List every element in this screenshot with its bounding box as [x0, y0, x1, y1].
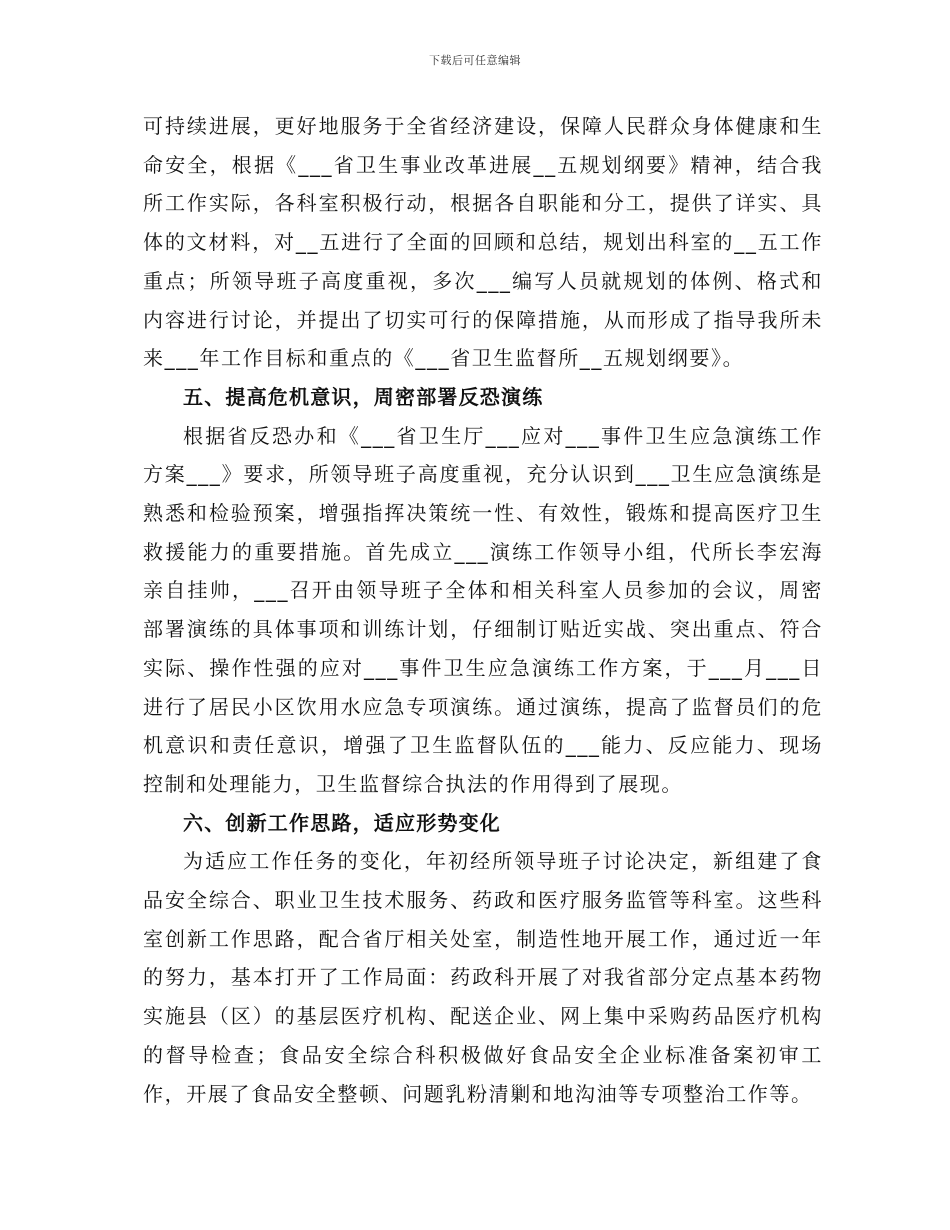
document-body — [143, 107, 823, 1113]
section-five-paragraph: 根据省反恐办和《___省卫生厅___应对___事件卫生应急演练工作方案___》要求，所领导班子高度重视，充分认识到___卫生应急演练是熟悉和检验预案，增强指挥决策统一性、有效性，锻炼和提高医疗卫生救援能力的重要措施。首先成立___演练工作领导小组，代所长李宏海亲自挂帅，___召开由领导班子全体和相关科室人员参加的会议，周密部署演练的具体事项和训练计划，仔细制订贴近实战、突出重点、符合实际、操作性强的应对___事件卫生应急演练工作方案，于___月___日进行了居民小区饮用水应急专项演练。通过演练，提高了监督员们的危机意识和责任意识，增强了卫生监督队伍的___能力、反应能力、现场控制和处理能力，卫生监督综合执法的作用得到了展现。 — [143, 423, 823, 796]
section-six-heading: 六、创新工作思路，适应形势变化 — [183, 810, 501, 835]
section-six-paragraph: 为适应工作任务的变化，年初经所领导班子讨论决定，新组建了食品安全综合、职业卫生技术服务、药政和医疗服务监管等科室。这些科室创新工作思路，配合省厅相关处室，制造性地开展工作，通过近一年的努力，基本打开了工作局面：药政科开展了对我省部分定点基本药物实施县（区）的基层医疗机构、配送企业、网上集中采购药品医疗机构的督导检查；食品安全综合科积极做好食品安全企业标准备案初审工作，开展了食品安全整顿、问题乳粉清剿和地沟油等专项整治工作等。 — [143, 849, 823, 1106]
running-header: 下载后可任意编辑 — [429, 54, 521, 67]
section-five-heading: 五、提高危机意识，周密部署反恐演练 — [183, 384, 544, 409]
continuation-paragraph: 可持续进展，更好地服务于全省经济建设，保障人民群众身体健康和生命安全，根据《___省卫生事业改革进展__五规划纲要》精神，结合我所工作实际，各科室积极行动，根据各自职能和分工，提供了详实、具体的文材料，对__五进行了全面的回顾和总结，规划出科室的__五工作重点；所领导班子高度重视，多次___编写人员就规划的体例、格式和内容进行讨论，并提出了切实可行的保障措施，从而形成了指导我所未来___年工作目标和重点的《___省卫生监督所__五规划纲要》。 — [143, 114, 823, 371]
